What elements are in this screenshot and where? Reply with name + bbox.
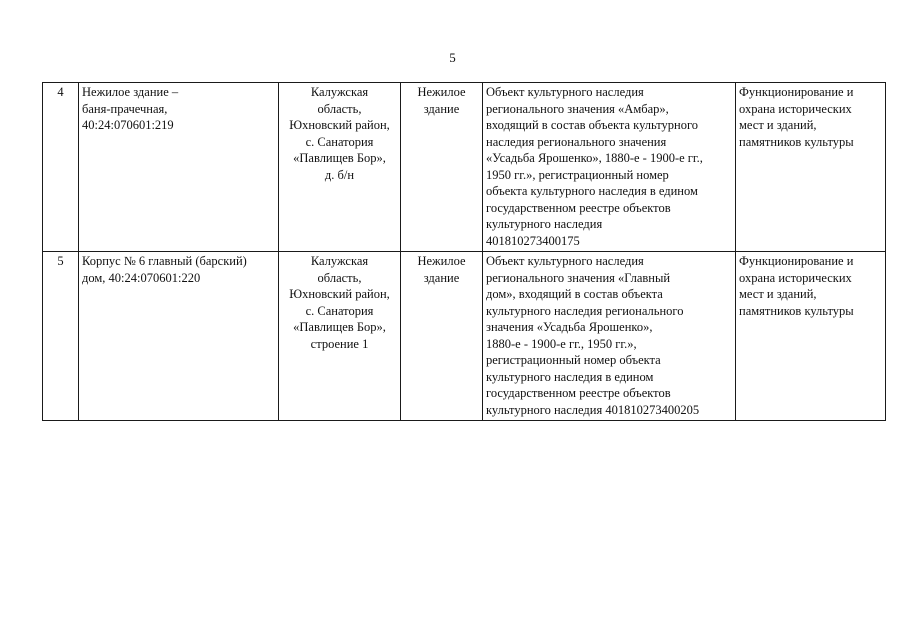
heritage-objects-table (42, 82, 886, 421)
object-name-line: дом, 40:24:070601:220 (82, 270, 201, 285)
table-row (43, 252, 886, 421)
row-number-cell: 5 (43, 252, 79, 421)
purpose-line: памятников культуры (739, 303, 854, 318)
description-line: Объект культурного наследия (486, 254, 644, 268)
description-line: Объект культурного наследия (486, 85, 644, 99)
purpose-line: охрана исторических (739, 101, 852, 116)
table-row (43, 83, 886, 252)
object-name-line: Корпус № 6 главный (барский) (82, 254, 247, 268)
page-number: 5 (449, 50, 456, 65)
address-cell (279, 252, 401, 421)
description-line: культурного наследия в едином (486, 369, 654, 384)
description-cell (483, 83, 736, 252)
description-line: культурного наследия (486, 217, 603, 231)
address-line: д. б/н (324, 167, 355, 182)
purpose-line: Функционирование и (739, 85, 854, 99)
description-line: культурного наследия регионального (486, 303, 684, 318)
description-line: государственном реестре объектов (486, 386, 671, 400)
purpose-cell (736, 252, 886, 421)
address-line: область, (317, 270, 362, 285)
description-line: наследия регионального значения (486, 134, 667, 149)
object-name-line: Нежилое здание – (82, 85, 179, 99)
address-line: «Павлищев Бор», (293, 151, 386, 165)
description-line: «Усадьба Ярошенко», 1880-е - 1900-е гг., (486, 151, 703, 165)
description-line: регионального значения «Главный (486, 270, 671, 285)
description-line: 401810273400175 (486, 233, 580, 248)
purpose-line: Функционирование и (739, 254, 854, 268)
description-cell (483, 252, 736, 421)
address-line: Калужская (310, 85, 369, 99)
address-cell (279, 83, 401, 252)
address-line: строение 1 (310, 336, 369, 351)
description-line: дом», входящий в состав объекта (486, 287, 663, 301)
description-line: объекта культурного наследия в едином (486, 184, 698, 198)
building-type-cell (401, 252, 483, 421)
description-line: культурного наследия 401810273400205 (486, 402, 700, 417)
object-name-cell (79, 252, 279, 421)
purpose-cell (736, 83, 886, 252)
address-line: Юхновский район, (289, 287, 390, 301)
address-line: с. Санатория (305, 303, 374, 318)
object-name-line: 40:24:070601:219 (82, 118, 174, 132)
description-line: входящий в состав объекта культурного (486, 118, 699, 132)
building-type-cell (401, 83, 483, 252)
description-line: 1880-е - 1900-е гг., 1950 гг.», (486, 336, 637, 351)
building-type-line: здание (423, 270, 460, 285)
object-name-line: баня-прачечная, (82, 101, 168, 116)
description-line: значения «Усадьба Ярошенко», (486, 320, 653, 334)
address-line: область, (317, 101, 362, 116)
object-name-cell (79, 83, 279, 252)
description-line: 1950 гг.», регистрационный номер (486, 167, 669, 182)
description-line: регистрационный номер объекта (486, 353, 661, 367)
purpose-line: мест и зданий, (739, 287, 817, 301)
address-line: Юхновский район, (289, 118, 390, 132)
description-line: государственном реестре объектов (486, 200, 671, 215)
purpose-line: мест и зданий, (739, 118, 817, 132)
row-number-cell: 4 (43, 83, 79, 252)
building-type-line: Нежилое (417, 254, 466, 268)
purpose-line: охрана исторических (739, 270, 852, 285)
address-line: Калужская (310, 254, 369, 268)
description-line: регионального значения «Амбар», (486, 101, 669, 116)
address-line: «Павлищев Бор», (293, 320, 386, 334)
purpose-line: памятников культуры (739, 134, 854, 149)
address-line: с. Санатория (305, 134, 374, 149)
building-type-line: Нежилое (417, 85, 466, 99)
building-type-line: здание (423, 101, 460, 116)
